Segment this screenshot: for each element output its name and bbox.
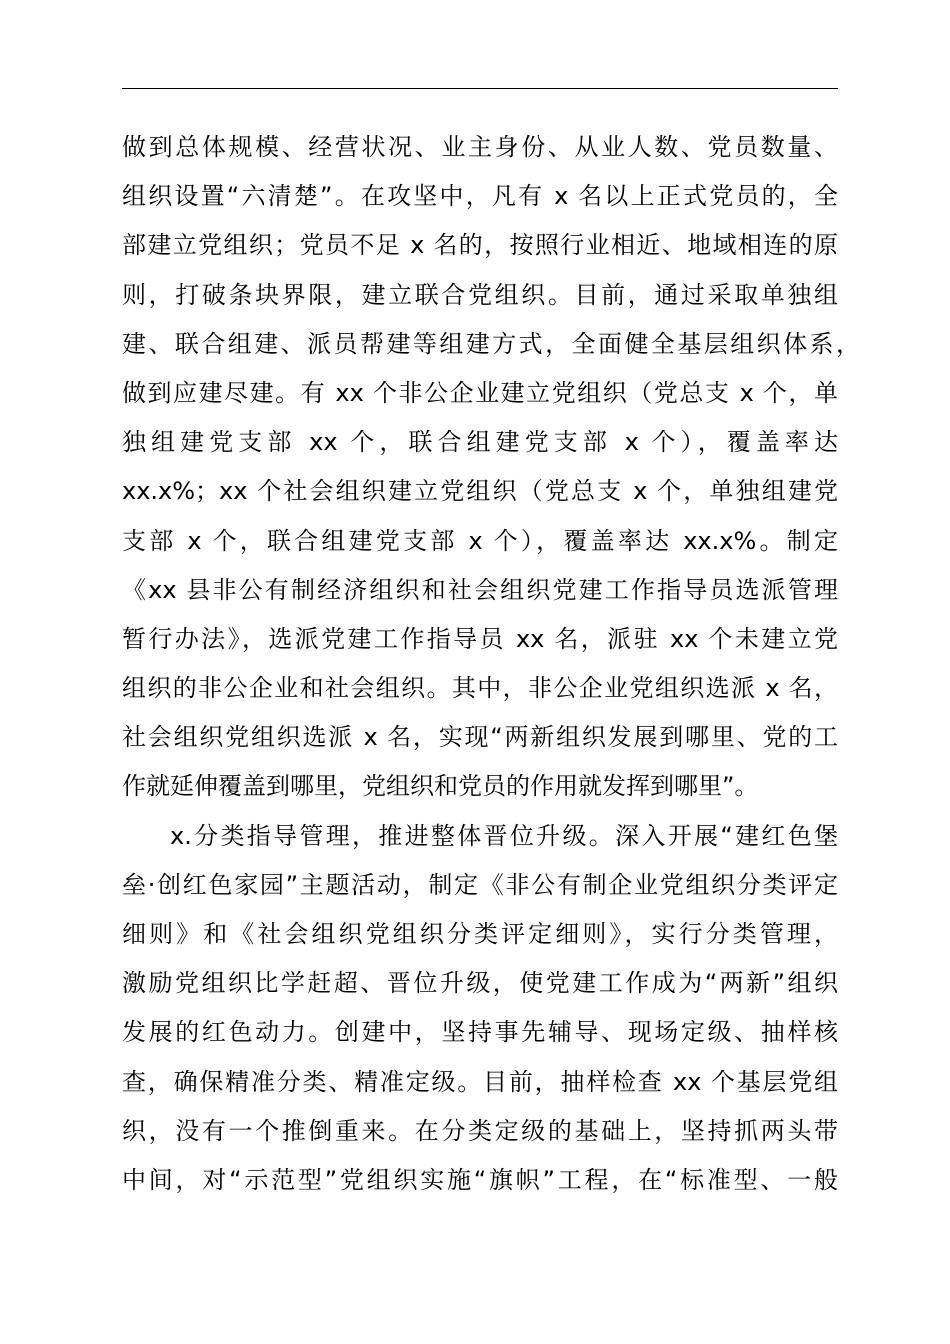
text-line: 激励党组织比学赶超、晋位升级，使党建工作成为“两新”组织 [122,969,838,998]
document-body [122,123,860,1205]
text-line: 社会组织党组织选派 x 名，实现“两新组织发展到哪里、党的工 [122,723,838,752]
text-line: 《xx 县非公有制经济组织和社会组织党建工作指导员选派管理 [122,575,838,604]
text-line: 建、联合组建、派员帮建等组建方式，全面健全基层组织体系， [122,329,860,358]
text-line: 做到应建尽建。有 xx 个非公企业建立党组织（党总支 x 个，单 [122,378,838,407]
text-line: 独组建党支部 xx 个，联合组建党支部 x 个），覆盖率达 [122,428,838,457]
paragraph-2 [122,812,838,1206]
text-line: 中间，对“示范型”党组织实施“旗帜”工程，在“标准型、一般 [122,1165,838,1194]
text-line: 组织设置“六清楚”。在攻坚中，凡有 x 名以上正式党员的，全 [122,182,838,211]
text-line: 垒·创红色家园”主题活动，制定《非公有制企业党组织分类评定 [122,870,838,899]
text-line: xx.x%；xx 个社会组织建立党组织（党总支 x 个，单独组建党 [122,477,838,506]
text-line: x.分类指导管理，推进整体晋位升级。深入开展“建红色堡 [170,821,838,850]
text-line: 组织的非公企业和社会组织。其中，非公企业党组织选派 x 名， [122,674,838,703]
text-line: 织，没有一个推倒重来。在分类定级的基础上，坚持抓两头带 [122,1116,838,1145]
text-line: 查，确保精准分类、精准定级。目前，抽样检查 xx 个基层党组 [122,1067,838,1096]
paragraph-1 [122,123,860,812]
text-line: 则，打破条块界限，建立联合党组织。目前，通过采取单独组 [122,280,838,309]
text-line: 部建立党组织；党员不足 x 名的，按照行业相近、地域相连的原 [122,231,838,260]
text-line: 支部 x 个，联合组建党支部 x 个），覆盖率达 xx.x%。制定 [122,526,838,555]
text-line: 作就延伸覆盖到哪里，党组织和党员的作用就发挥到哪里”。 [122,772,759,801]
text-line: 暂行办法》，选派党建工作指导员 xx 名，派驻 xx 个未建立党 [122,624,838,653]
text-line: 细则》和《社会组织党组织分类评定细则》，实行分类管理， [122,920,838,948]
text-line: 发展的红色动力。创建中，坚持事先辅导、现场定级、抽样核 [122,1018,838,1047]
text-line: 做到总体规模、经营状况、业主身份、从业人数、党员数量、 [122,133,838,161]
header-rule [122,88,838,89]
